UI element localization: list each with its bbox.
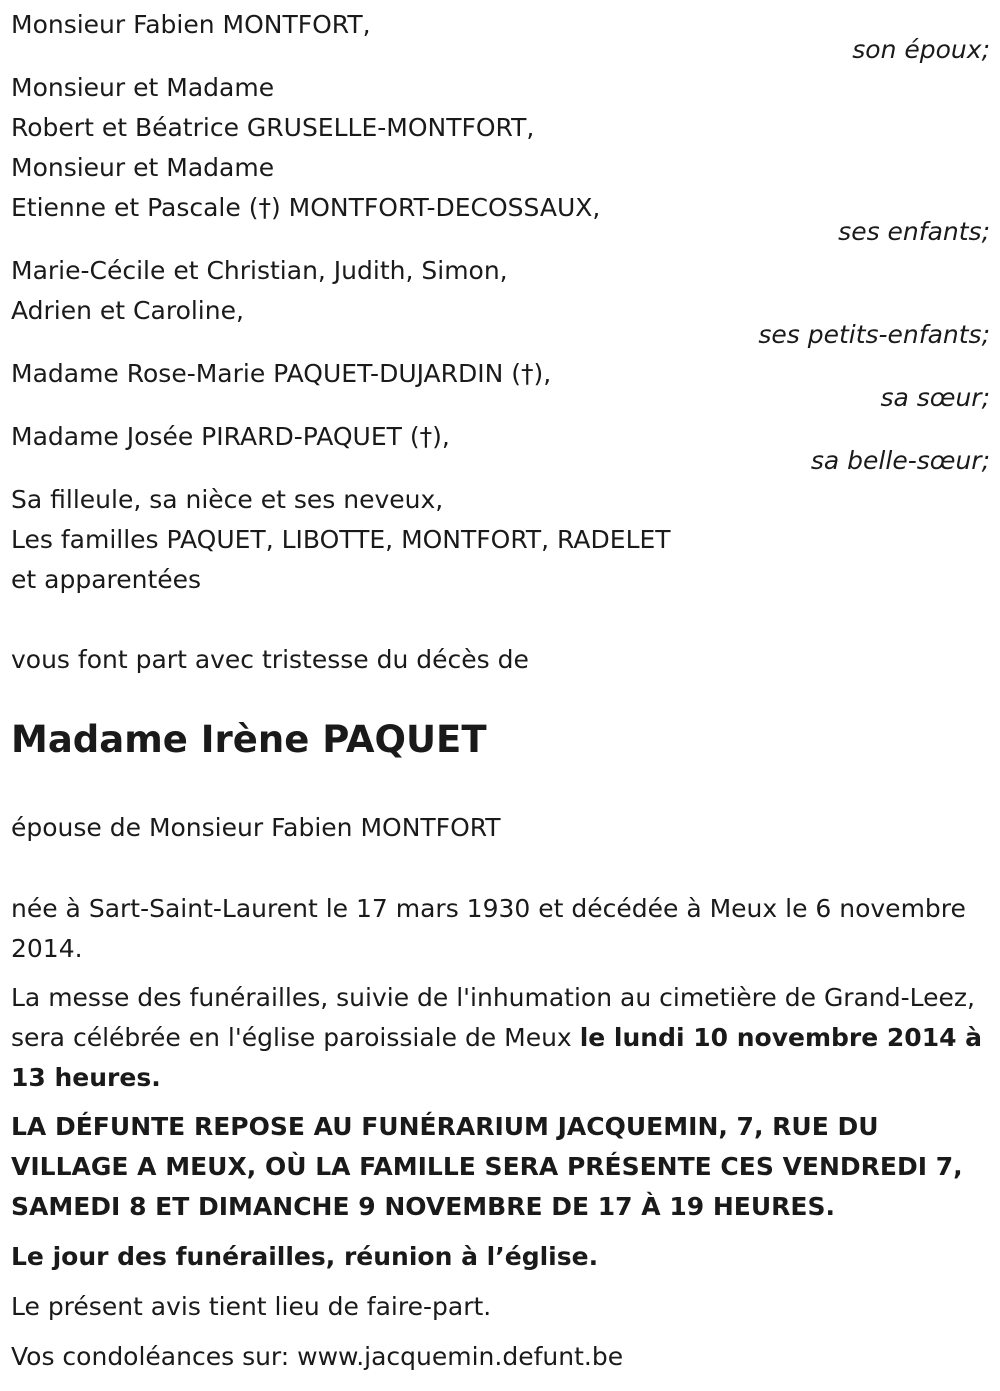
family-line: Les familles PAQUET, LIBOTTE, MONTFORT, RADELET xyxy=(11,525,671,554)
relation-label: sa sœur; xyxy=(880,383,990,412)
family-line: Madame Josée PIRARD-PAQUET (†), xyxy=(11,422,450,451)
family-line: Monsieur et Madame xyxy=(11,153,275,182)
relation-label: ses enfants; xyxy=(838,217,990,246)
birth-death-text: née à Sart-Saint-Laurent le 17 mars 1930 et décédée à Meux le 6 novembre 2014. xyxy=(11,894,966,963)
family-line: Etienne et Pascale (†) MONTFORT-DECOSSAUX, xyxy=(11,193,601,222)
condolences-text: Vos condoléances sur: www.jacquemin.defunt.be xyxy=(11,1342,624,1371)
family-line: et apparentées xyxy=(11,565,202,594)
mass-paragraph xyxy=(11,978,991,1098)
family-line: Marie-Cécile et Christian, Judith, Simon, xyxy=(11,256,508,285)
relation-label: son époux; xyxy=(852,35,990,64)
family-line: Robert et Béatrice GRUSELLE-MONTFORT, xyxy=(11,113,535,142)
mass-text: La messe des funérailles, suivie de l'inhumation au cimetière de Grand-Leez, sera célébrée en l'église paroissiale de Meux xyxy=(11,983,975,1052)
meeting-text: Le jour des funérailles, réunion à l’église. xyxy=(11,1242,599,1271)
relation-label: sa belle-sœur; xyxy=(810,446,990,475)
announcement-text: vous font part avec tristesse du décès de xyxy=(11,645,529,674)
deceased-name: Madame Irène PAQUET xyxy=(11,718,487,761)
family-line: Sa filleule, sa nièce et ses neveux, xyxy=(11,485,444,514)
family-line: Adrien et Caroline, xyxy=(11,296,244,325)
spouse-line: épouse de Monsieur Fabien MONTFORT xyxy=(11,813,501,842)
family-line: Madame Rose-Marie PAQUET-DUJARDIN (†), xyxy=(11,359,552,388)
notice-line: Le présent avis tient lieu de faire-part. xyxy=(11,1292,492,1321)
family-line: Monsieur et Madame xyxy=(11,73,275,102)
visitation-text: LA DÉFUNTE REPOSE AU FUNÉRARIUM JACQUEMIN, 7, RUE DU VILLAGE A MEUX, OÙ LA FAMILLE SERA PRÉSENTE CES VENDREDI 7, SAMEDI 8 ET DIMANCHE 9 NOVEMBRE DE 17 À 19 HEURES. xyxy=(11,1112,963,1221)
family-line: Monsieur Fabien MONTFORT, xyxy=(11,10,371,39)
relation-label: ses petits-enfants; xyxy=(758,320,990,349)
mass-date: le lundi 10 novembre 2014 à 13 heures. xyxy=(11,1023,983,1092)
